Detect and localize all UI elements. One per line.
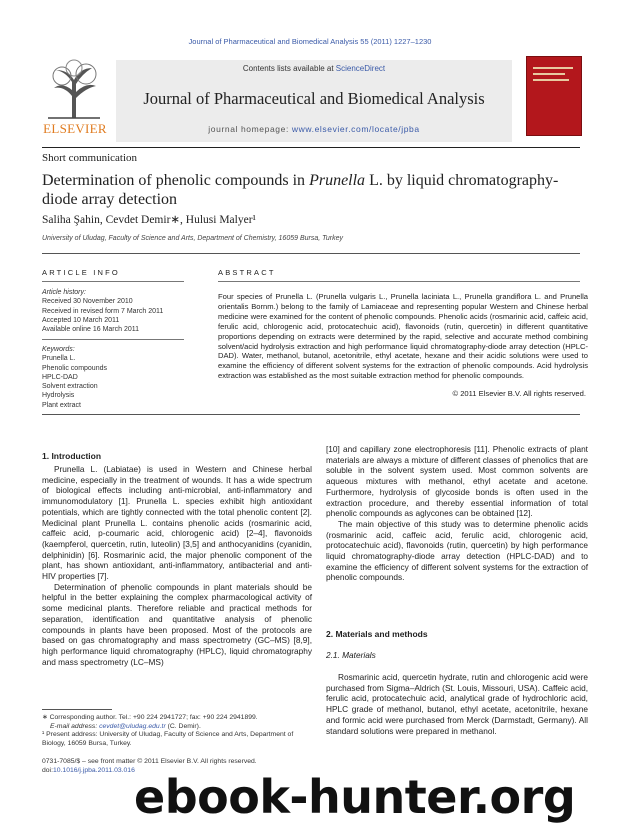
history-item: Received in revised form 7 March 2011 [42, 307, 164, 315]
header-rule [42, 147, 580, 148]
article-type: Short communication [42, 152, 138, 164]
journal-title: Journal of Pharmaceutical and Biomedical Analysis [143, 89, 485, 108]
email-suffix: (C. Demir). [165, 722, 201, 730]
journal-cover-thumbnail[interactable] [526, 56, 582, 136]
keywords-label: Keywords: [42, 346, 75, 353]
article-info-heading: ARTICLE INFO [42, 268, 120, 277]
intro-paragraph-2: Determination of phenolic compounds in plant materials should be helpful in the better explaining the complex pharmacological activity of some medicinal plants. Therefore reliable and practical methods for separation, identification and quantitative analysis of phenolic compounds in plants have been proposed. Most of the protocols are based on gas chromatography and mass spectrometry (GC–MS) [8,9], high performance liquid chromatography (HPLC), liquid chromatography and mass spectrometry (LC–MS) [42, 581, 312, 667]
corresponding-author-note: ∗ Corresponding author. Tel.: +90 224 2941727; fax: +90 224 2941899. [42, 714, 258, 721]
methods-heading: 2. Materials and methods [326, 629, 428, 639]
copyright-notice: © 2011 Elsevier B.V. All rights reserved. [452, 389, 586, 398]
keyword-item: Phenolic compounds [42, 364, 107, 372]
keywords [42, 345, 192, 410]
email-line [42, 723, 302, 732]
keyword-item: Plant extract [42, 401, 81, 409]
present-address-note: ¹ Present address: University of Uludag, Faculty of Science and Arts, Department of Biology, 16059 Bursa, Turkey. [42, 731, 294, 747]
history-item: Received 30 November 2010 [42, 298, 133, 306]
materials-paragraph: Rosmarinic acid, quercetin hydrate, rutin and chlorogenic acid were purchased from Sigma–Aldrich (St. Louis, Missouri, USA). Caffeic acid, ferulic acid, protocatechuic acid, analytical grade of hydrochloric acid, HPLC grade of methanol, butanol, ethyl acetate, acetonitrile, hexane and formic acid were purchased from Merck (Darmstadt, Germany). All standard solutions were prepared in methanol. [326, 672, 588, 736]
divider [42, 253, 580, 254]
materials-section [326, 672, 588, 736]
homepage-link[interactable]: www.elsevier.com/locate/jpba [291, 124, 420, 134]
divider [42, 281, 184, 282]
contents-line [116, 64, 512, 73]
history-label: Article history: [42, 289, 86, 296]
email-label: E-mail address: [50, 722, 100, 730]
right-column [326, 444, 588, 583]
article-history [42, 288, 192, 334]
footnotes [42, 714, 302, 748]
keyword-item: Prunella L. [42, 355, 76, 363]
intro-paragraph-4: The main objective of this study was to determine phenolic acids (rosmarinic acid, caffeic acid, ferulic acid, chlorogenic acid, protocatechuic acid), flavonoids (rutin, quercetin) by high performance liquid chromatography-diode array detection (HPLC-DAD) and to examine the efficiency of different solvent systems for the extraction of phenolic compounds. [326, 518, 588, 583]
title-genus: Prunella [309, 172, 366, 189]
history-item: Accepted 10 March 2011 [42, 316, 120, 324]
abstract-text: Four species of Prunella L. (Prunella vulgaris L., Prunella laciniata L., Prunella grandiflora L. and Prunella orientalis Bornm.) belong to the family of Lamiaceae and representing popular Western and Chinese herbal medicine were examined for the content of phenolic compounds. Phenolic acids (rosmarinic acid, caffeic acid, ferulic acid, chlorogenic acid, protocatechuic acid), flavonoids (rutin, quercetin) in different quantitative proportions depending on extracts were determined by the rapid, selective and accurate method combining solvent/acid hydrolysis extraction and high performance liquid chromatography-diode array detection (HPLC-DAD). Water, methanol, butanol, acetonitrile, ethyl acetate, hexane and their acidic solutions were used to examine the efficiency of different solvent systems for the extraction of phenolic compounds. Acid hydrolysis extraction was established as the most suitable extraction method for phenolic compounds. [218, 292, 588, 381]
doi-label: doi: [42, 766, 53, 774]
intro-paragraph-1: Prunella L. (Labiatae) is used in Western and Chinese herbal medicine, especially in the treatment of wounds. It has a wide spectrum of biological effects including anti-microbial, anti-inflammatory and immunomodulatory [1]. Prunella L. species exhibit high antioxidant potentials, which are tightly connected with the total phenolic content [2]. Medicinal plant Prunella L. contains phenolic acids (rosmarinic acid, caffeic acid, p-coumaric acid, chlorogenic acid) [2–4], flavonoids (kaempferol, quercetin, rutin, luteolin) [3,5] and anthocyanidins (cyanidin, delphinidin) [6]. Rosmarinic acid, the major phenolic component of the plant, has shown antioxidant, anti-inflammatory, antibacterial and anti-HIV properties [7]. [42, 464, 312, 582]
keyword-item: Hydrolysis [42, 392, 75, 400]
affiliation: University of Uludag, Faculty of Science and Arts, Department of Chemistry, 16059 Bursa, Turkey [42, 235, 343, 242]
intro-heading [42, 446, 101, 464]
homepage-prefix: journal homepage: [208, 124, 292, 134]
intro-paragraph-3: [10] and capillary zone electrophoresis [11]. Phenolic extracts of plant materials are always a mixture of different classes of phenolics that are soluble in the solvent system used. Most common solvents are aqueous mixtures with methanol, ethyl acetate and acetone. Furthermore, hydrolysis of glycoside bonds is often used in the extraction procedure, and thereby essential information of total phenolic compounds as aglycones can be obtained [12]. [326, 444, 588, 519]
email-link[interactable]: cevdet@uludag.edu.tr [99, 722, 166, 730]
watermark: ebook-hunter.org [134, 770, 576, 824]
journal-citation[interactable]: Journal of Pharmaceutical and Biomedical Analysis 55 (2011) 1227–1230 [188, 37, 432, 46]
title-part-2: L. by liquid chromatography-diode array detection [42, 172, 559, 208]
keyword-item: HPLC-DAD [42, 373, 78, 381]
intro-heading-text: 1. Introduction [42, 451, 102, 461]
contents-prefix: Contents lists available at [242, 64, 336, 73]
elsevier-wordmark: ELSEVIER [43, 121, 107, 136]
footnote-rule [42, 709, 112, 710]
history-item: Available online 16 March 2011 [42, 326, 140, 334]
divider [218, 281, 580, 282]
issn-line: 0731-7085/$ – see front matter © 2011 Elsevier B.V. All rights reserved. [42, 758, 257, 765]
left-column [42, 464, 312, 667]
sciencedirect-link[interactable]: ScienceDirect [335, 64, 386, 73]
keyword-item: Solvent extraction [42, 383, 98, 391]
title-part-1: Determination of phenolic compounds in [42, 172, 310, 189]
divider [42, 414, 580, 415]
doi-link[interactable]: 10.1016/j.jpba.2011.03.016 [52, 766, 135, 774]
abstract-heading: ABSTRACT [218, 268, 276, 277]
paper-title [42, 171, 562, 209]
materials-heading: 2.1. Materials [326, 650, 376, 660]
divider [42, 339, 184, 340]
author-list: Saliha Şahin, Cevdet Demir∗, Hulusi Malyer¹ [42, 214, 256, 226]
journal-homepage [116, 124, 512, 134]
